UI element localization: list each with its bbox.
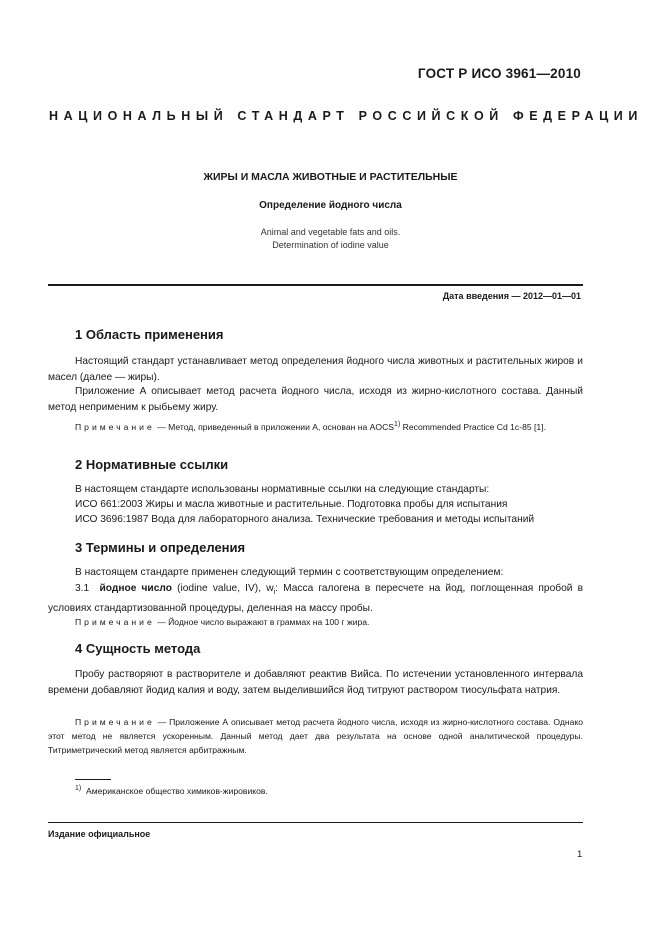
english-title-line-1: Animal and vegetable fats and oils.	[260, 227, 401, 237]
section-1-heading: 1 Область применения	[75, 327, 224, 342]
document-number: ГОСТ Р ИСО 3961—2010	[417, 66, 581, 81]
note-tail: Recommended Practice Cd 1c-85 [1].	[400, 421, 546, 432]
section-1-note	[48, 418, 583, 434]
section-4-note	[48, 715, 583, 757]
footnote-divider	[75, 779, 111, 780]
title-divider	[48, 284, 583, 286]
footnote-text: Американское общество химиков-жировиков.	[86, 785, 268, 796]
note-label: Примечание	[75, 717, 155, 727]
term-name: йодное число	[99, 583, 172, 594]
note-label: Примечание	[75, 421, 155, 432]
page-number: 1	[577, 849, 583, 860]
term-definition-a: (iodine value, IV), w	[171, 583, 274, 594]
note-text: — Метод, приведенный в приложении А, основан на AOCS	[154, 421, 395, 432]
section-1-paragraph-1	[48, 354, 583, 385]
section-2-intro: В настоящем стандарте использованы нормативные ссылки на следующие стандарты:	[75, 484, 490, 495]
section-1-paragraph-2	[48, 384, 583, 415]
footnote	[75, 785, 268, 796]
reference-iso-3696: ИСО 3696:1987 Вода для лабораторного анализа. Технические требования и методы испытаний	[75, 514, 535, 525]
introduction-date: Дата введения — 2012—01—01	[442, 291, 581, 301]
section-3-heading: 3 Термины и определения	[75, 540, 246, 555]
english-title-line-2: Determination of iodine value	[272, 240, 389, 250]
note-text: — Приложение А описывает метод расчета йодного числа, исходя из жирно-кислотного состава. Однако этот метод не является ускоренным. Данный метод дает два результата на основе одной аналитической процедуры. Титриметрический метод является арбитражным.	[48, 717, 583, 755]
term-subscript: i	[273, 589, 276, 597]
footnote-reference: 1)	[394, 421, 401, 428]
section-4-paragraph-text: Пробу растворяют в растворителе и добавляют реактив Вийса. По истечении установленного интервала времени добавляют йодид калия и воду, затем выделившийся йод титруют раствором тиосульфата натрия.	[48, 669, 583, 696]
term-number: 3.1	[75, 583, 90, 594]
note-label: Примечание	[75, 617, 155, 627]
national-standard-heading: НАЦИОНАЛЬНЫЙ СТАНДАРТ РОССИЙСКОЙ ФЕДЕРАЦИИ	[49, 109, 643, 123]
section-1-paragraph-2-text: Приложение А описывает метод расчета йодного числа, исходя из жирно-кислотного состава. Данный метод неприменим к рыбьему жиру.	[48, 386, 583, 413]
section-3-intro: В настоящем стандарте применен следующий термин с соответствующим определением:	[75, 567, 504, 578]
standard-title: ЖИРЫ И МАСЛА ЖИВОТНЫЕ И РАСТИТЕЛЬНЫЕ	[203, 171, 458, 183]
section-4-heading: 4 Сущность метода	[75, 641, 201, 656]
official-edition-label: Издание официальное	[48, 829, 151, 839]
section-1-paragraph-1-text: Настоящий стандарт устанавливает метод определения йодного числа животных и растительных жиров и масел (далее — жиры).	[48, 356, 583, 383]
note-text: — Йодное число выражают в граммах на 100 г жира.	[154, 617, 370, 627]
footer-divider	[48, 822, 583, 823]
reference-iso-661: ИСО 661:2003 Жиры и масла животные и растительные. Подготовка пробы для испытания	[75, 499, 508, 510]
section-3-note	[48, 615, 583, 629]
section-4-paragraph	[48, 667, 583, 698]
term-definition-b: : Масса галогена в пересчете на йод, поглощенная пробой в условиях стандартизованной процедуры, деленная на массу пробы.	[48, 583, 584, 614]
footnote-mark: 1)	[75, 785, 82, 792]
term-definition	[48, 581, 583, 616]
standard-subtitle: Определение йодного числа	[259, 200, 402, 211]
section-2-heading: 2 Нормативные ссылки	[75, 457, 229, 472]
